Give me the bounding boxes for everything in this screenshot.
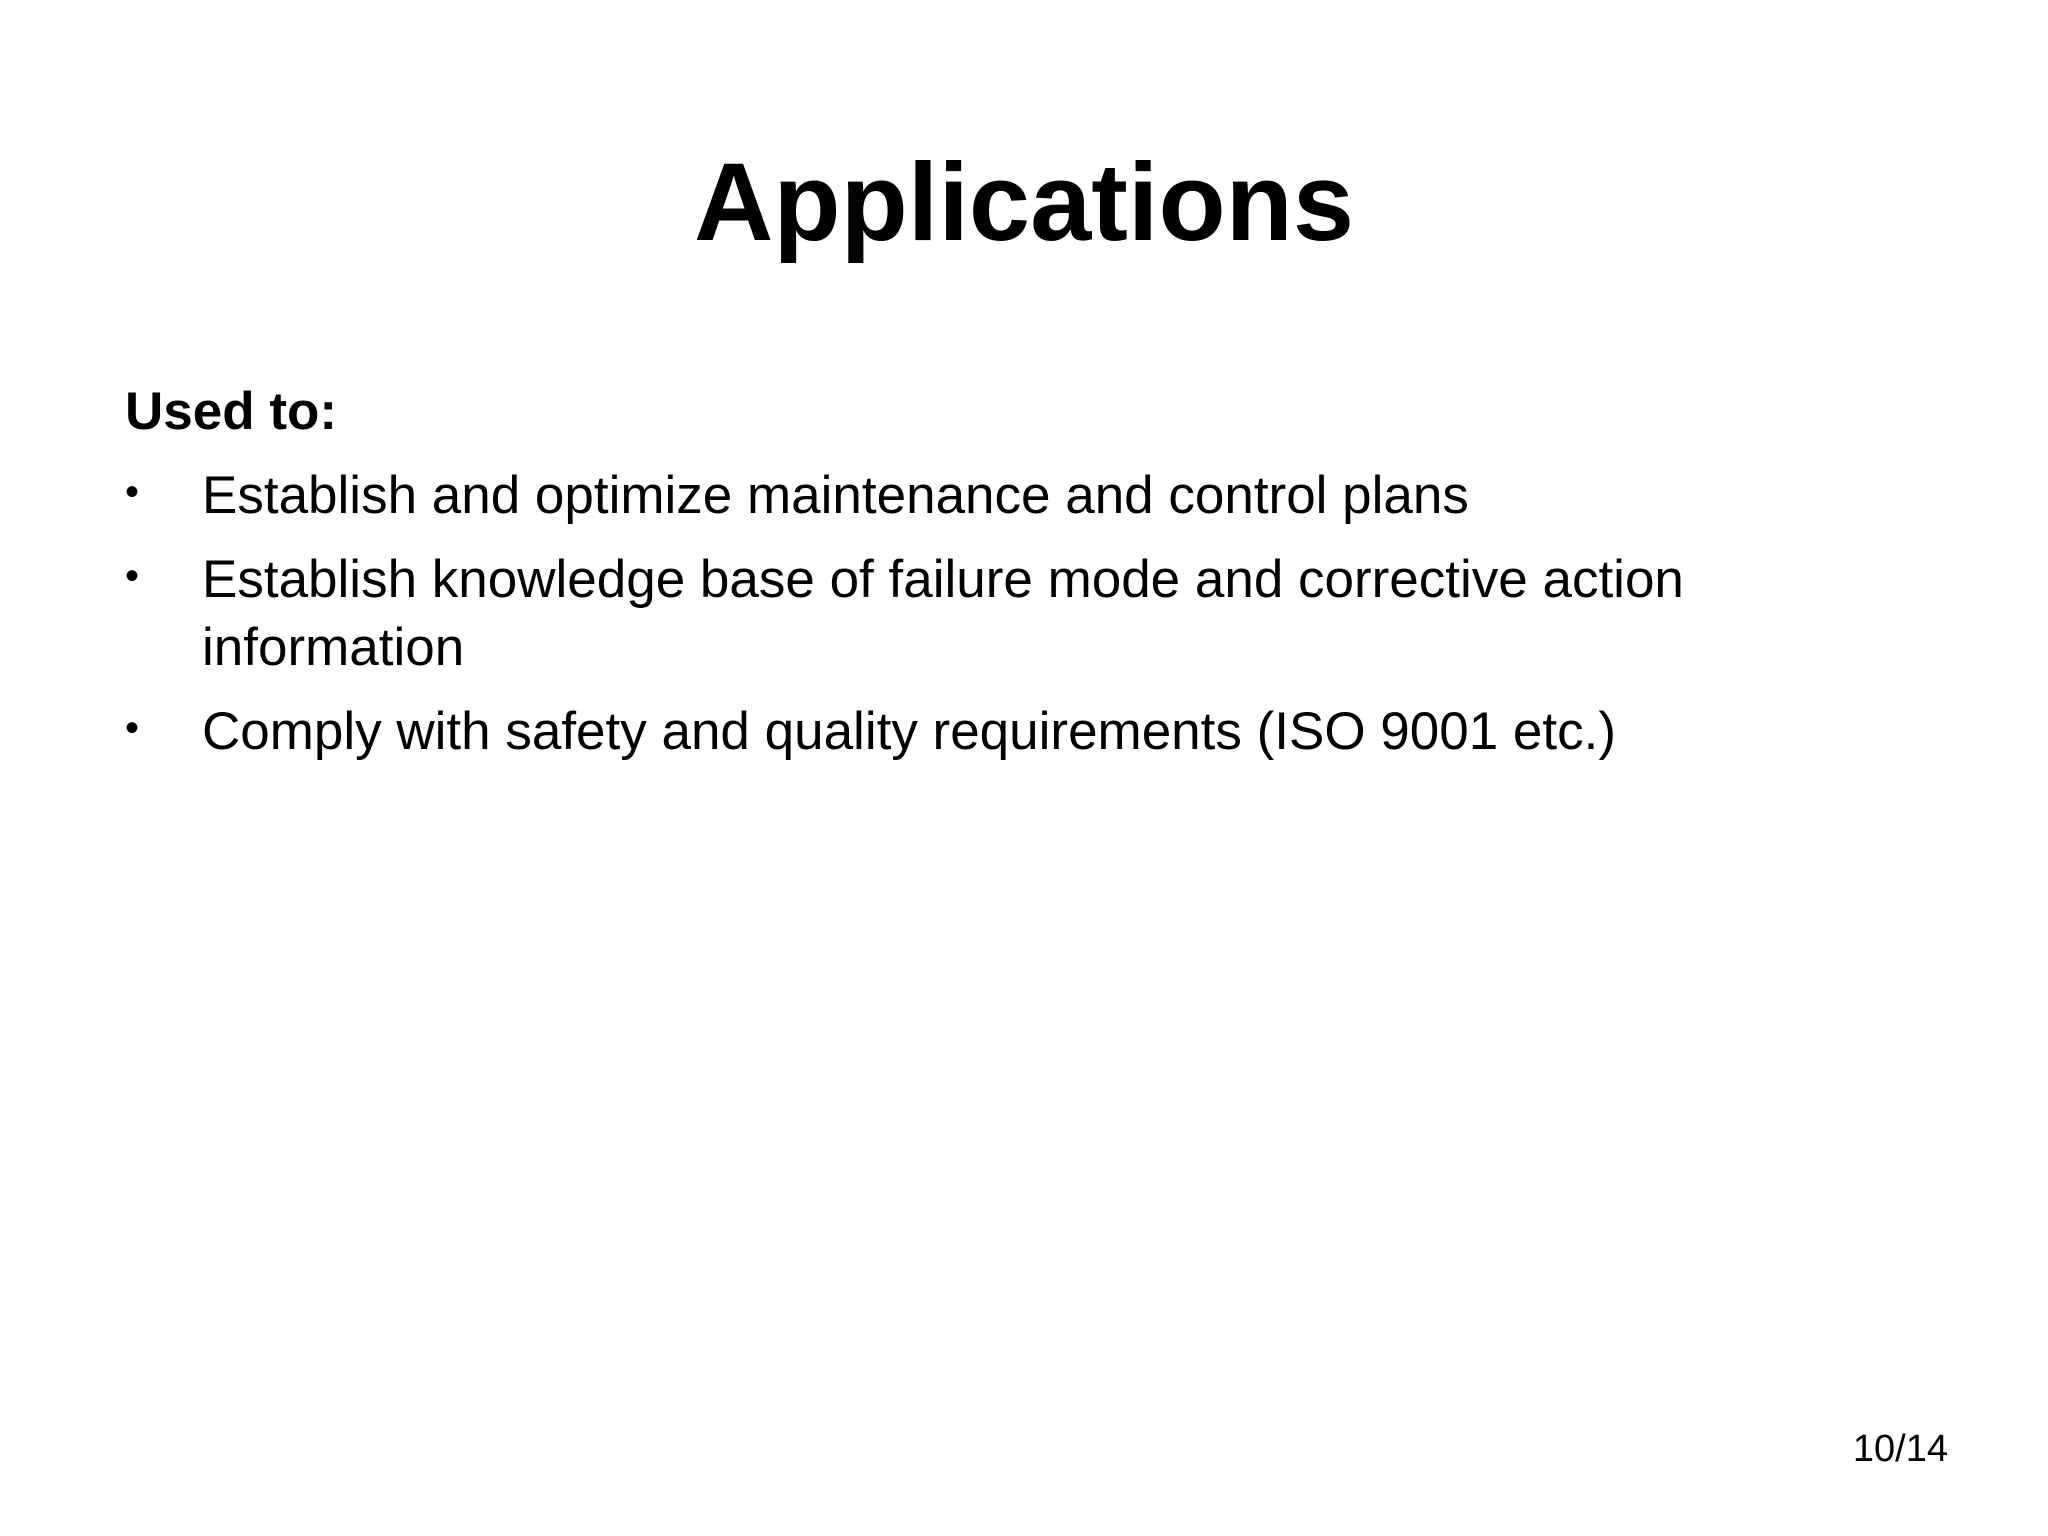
bullet-list: [125, 462, 1945, 782]
bullet-item: [125, 698, 1945, 766]
slide-title: Applications: [693, 141, 1355, 264]
bullet-item: [125, 546, 1945, 682]
bullet-text: Establish knowledge base of failure mode and corrective action information: [202, 550, 1684, 677]
bullet-text: Establish and optimize maintenance and control plans: [202, 466, 1469, 525]
bullet-text: Comply with safety and quality requirements (ISO 9001 etc.): [202, 702, 1616, 761]
bullet-icon: •: [125, 554, 140, 598]
bullet-icon: •: [125, 706, 140, 750]
lead-text: Used to:: [125, 382, 337, 441]
page-number: 10/14: [1852, 1428, 1948, 1470]
bullet-icon: •: [125, 470, 140, 514]
bullet-item: [125, 462, 1945, 530]
